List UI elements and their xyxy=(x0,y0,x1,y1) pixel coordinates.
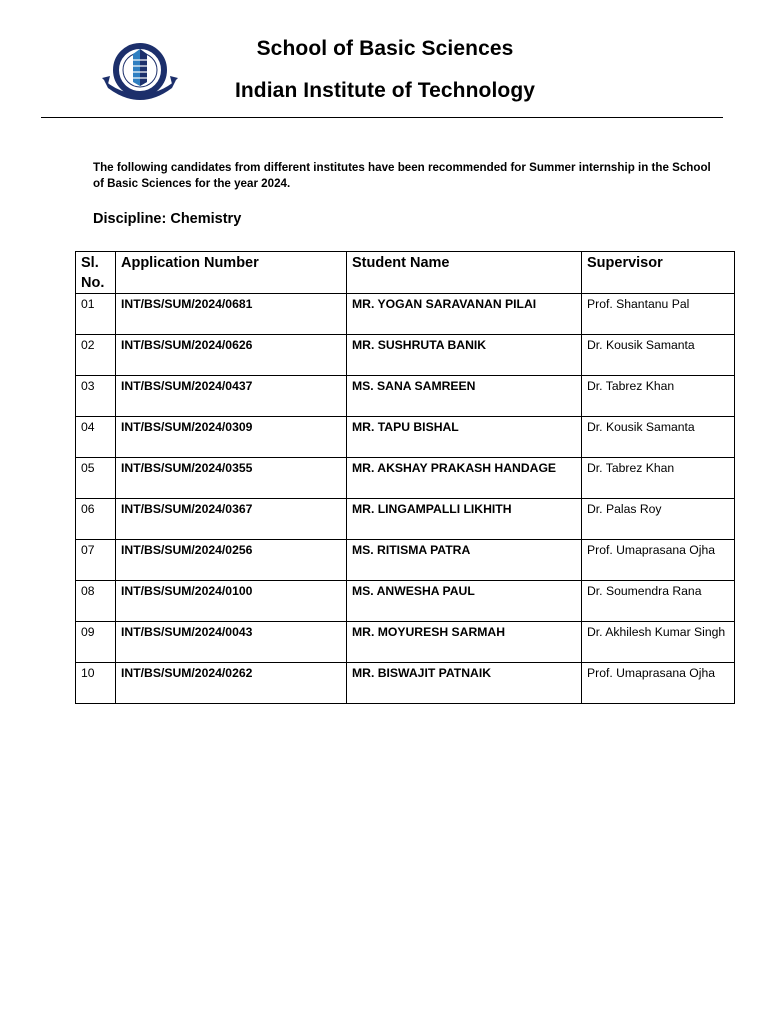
cell-supervisor: Dr. Kousik Samanta xyxy=(582,417,735,458)
cell-sl-no: 05 xyxy=(76,458,116,499)
cell-sl-no: 01 xyxy=(76,294,116,335)
discipline-heading: Discipline: Chemistry xyxy=(93,211,242,227)
cell-student-name: MR. MOYURESH SARMAH xyxy=(347,622,582,663)
column-header-student-name: Student Name xyxy=(347,252,582,294)
cell-supervisor: Prof. Shantanu Pal xyxy=(582,294,735,335)
cell-supervisor: Dr. Akhilesh Kumar Singh xyxy=(582,622,735,663)
table-row xyxy=(76,581,735,622)
table-row xyxy=(76,458,735,499)
cell-student-name: MS. RITISMA PATRA xyxy=(347,540,582,581)
cell-sl-no: 02 xyxy=(76,335,116,376)
cell-supervisor: Prof. Umaprasana Ojha xyxy=(582,663,735,704)
table-row xyxy=(76,417,735,458)
cell-supervisor: Dr. Tabrez Khan xyxy=(582,458,735,499)
cell-application-number: INT/BS/SUM/2024/0043 xyxy=(116,622,347,663)
cell-application-number: INT/BS/SUM/2024/0681 xyxy=(116,294,347,335)
cell-sl-no: 07 xyxy=(76,540,116,581)
column-header-supervisor: Supervisor xyxy=(582,252,735,294)
cell-sl-no: 10 xyxy=(76,663,116,704)
cell-sl-no: 06 xyxy=(76,499,116,540)
cell-sl-no: 03 xyxy=(76,376,116,417)
table-row xyxy=(76,663,735,704)
cell-student-name: MR. YOGAN SARAVANAN PILAI xyxy=(347,294,582,335)
cell-student-name: MR. AKSHAY PRAKASH HANDAGE xyxy=(347,458,582,499)
cell-application-number: INT/BS/SUM/2024/0309 xyxy=(116,417,347,458)
institute-name: Indian Institute of Technology xyxy=(234,79,536,102)
table-row xyxy=(76,335,735,376)
cell-application-number: INT/BS/SUM/2024/0437 xyxy=(116,376,347,417)
cell-supervisor: Dr. Palas Roy xyxy=(582,499,735,540)
table-row xyxy=(76,622,735,663)
table-row xyxy=(76,540,735,581)
cell-supervisor: Dr. Tabrez Khan xyxy=(582,376,735,417)
cell-application-number: INT/BS/SUM/2024/0256 xyxy=(116,540,347,581)
cell-student-name: MR. SUSHRUTA BANIK xyxy=(347,335,582,376)
intro-paragraph: The following candidates from different institutes have been recommended for Summer internship in the School of Basic Sciences for the year 2024. xyxy=(93,161,711,190)
candidates-table xyxy=(75,251,735,704)
cell-sl-no: 04 xyxy=(76,417,116,458)
cell-application-number: INT/BS/SUM/2024/0367 xyxy=(116,499,347,540)
header-divider xyxy=(41,117,723,118)
cell-supervisor: Dr. Soumendra Rana xyxy=(582,581,735,622)
cell-supervisor: Prof. Umaprasana Ojha xyxy=(582,540,735,581)
table-row xyxy=(76,499,735,540)
cell-application-number: INT/BS/SUM/2024/0262 xyxy=(116,663,347,704)
column-header-application-number: Application Number xyxy=(116,252,347,294)
cell-supervisor: Dr. Kousik Samanta xyxy=(582,335,735,376)
school-name: School of Basic Sciences xyxy=(256,37,514,60)
cell-application-number: INT/BS/SUM/2024/0355 xyxy=(116,458,347,499)
cell-student-name: MR. BISWAJIT PATNAIK xyxy=(347,663,582,704)
table-row xyxy=(76,376,735,417)
table-row xyxy=(76,294,735,335)
cell-application-number: INT/BS/SUM/2024/0626 xyxy=(116,335,347,376)
cell-sl-no: 08 xyxy=(76,581,116,622)
cell-sl-no: 09 xyxy=(76,622,116,663)
cell-application-number: INT/BS/SUM/2024/0100 xyxy=(116,581,347,622)
column-header-sl-no: Sl. No. xyxy=(76,252,116,294)
table-header-row xyxy=(76,252,735,294)
cell-student-name: MS. ANWESHA PAUL xyxy=(347,581,582,622)
cell-student-name: MR. LINGAMPALLI LIKHITH xyxy=(347,499,582,540)
cell-student-name: MR. TAPU BISHAL xyxy=(347,417,582,458)
cell-student-name: MS. SANA SAMREEN xyxy=(347,376,582,417)
